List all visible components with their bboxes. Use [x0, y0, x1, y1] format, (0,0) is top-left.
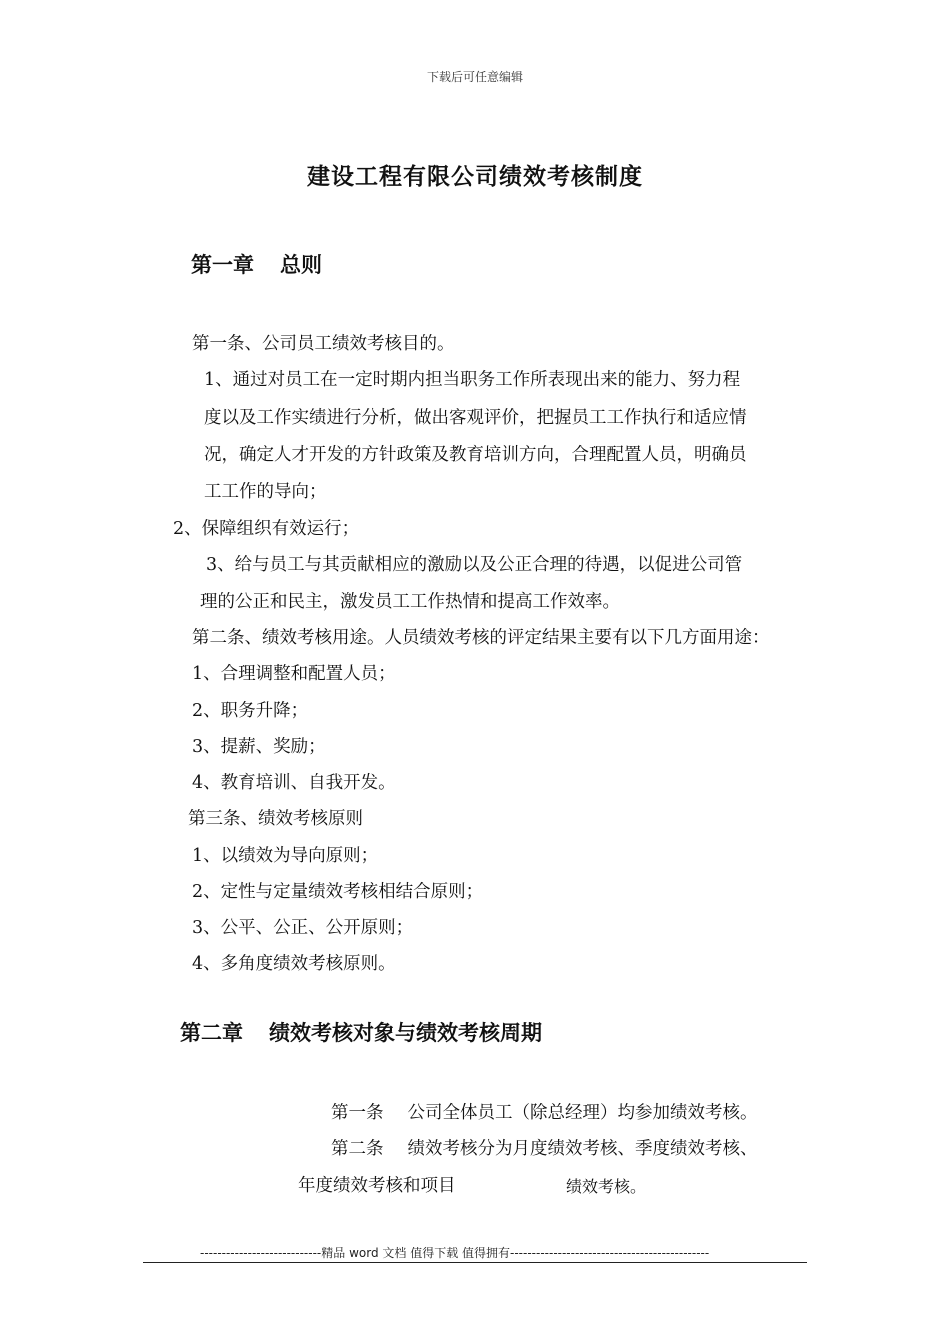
chapter-2-article-2: [331, 1135, 758, 1160]
chapter-1-name: 总则: [280, 252, 322, 277]
chapter-1-heading: [191, 249, 322, 279]
article-1-item-3-cont: 理的公正和民主，激发员工工作热情和提高工作效率。: [200, 592, 620, 612]
chapter-2-article-1: [331, 1099, 758, 1124]
article-1-heading: 第一条、公司员工绩效考核目的。: [192, 334, 455, 354]
footer-right-dashes: ----------------------------------------------: [510, 1246, 710, 1260]
article-2-item-2: 2、职务升降；: [192, 701, 309, 721]
article-1-item-1-cont: 工工作的导向；: [204, 482, 327, 502]
page-header-note: 下载后可任意编辑: [426, 70, 523, 84]
document-title: 建设工程有限公司绩效考核制度: [307, 163, 643, 190]
chapter-2-article-2-cont-a: 年度绩效考核和项目: [298, 1176, 456, 1196]
chapter-2-name: 绩效考核对象与绩效考核周期: [269, 1020, 542, 1045]
article-3-item-4: 4、多角度绩效考核原则。: [192, 954, 396, 974]
article-label: 第二条: [331, 1139, 384, 1159]
article-2-item-1: 1、合理调整和配置人员；: [192, 664, 396, 684]
article-text: 绩效考核分为月度绩效考核、季度绩效考核、: [407, 1139, 758, 1159]
article-3-item-3: 3、公平、公正、公开原则；: [192, 918, 414, 938]
article-1-item-2: 2、保障组织有效运行；: [173, 519, 360, 539]
footer-rule: [143, 1262, 807, 1263]
article-label: 第一条: [331, 1103, 384, 1123]
article-1-item-1: 1、通过对员工在一定时期内担当职务工作所表现出来的能力、努力程: [204, 370, 741, 390]
article-1-item-1-cont: 况，确定人才开发的方针政策及教育培训方向，合理配置人员，明确员: [204, 445, 747, 465]
article-2-heading: 第二条、绩效考核用途。人员绩效考核的评定结果主要有以下几方面用途：: [192, 628, 770, 648]
chapter-2-heading: [180, 1017, 542, 1047]
article-2-item-3: 3、提薪、奖励；: [192, 737, 326, 757]
article-1-item-1-cont: 度以及工作实绩进行分析，做出客观评价，把握员工工作执行和适应情: [204, 408, 747, 428]
chapter-2-article-2-cont-b: 绩效考核。: [566, 1177, 647, 1196]
article-3-item-1: 1、以绩效为导向原则；: [192, 846, 379, 866]
article-1-item-3: 3、给与员工与其贡献相应的激励以及公正合理的待遇，以促进公司管: [206, 555, 743, 575]
article-3-item-2: 2、定性与定量绩效考核相结合原则；: [192, 882, 484, 902]
chapter-2-number: 第二章: [180, 1020, 243, 1045]
page-footer: [200, 1244, 709, 1261]
footer-text: 精品 word 文档 值得下载 值得拥有: [321, 1246, 511, 1260]
article-text: 公司全体员工（除总经理）均参加绩效考核。: [407, 1103, 758, 1123]
chapter-1-number: 第一章: [191, 252, 254, 277]
article-3-heading: 第三条、绩效考核原则: [188, 809, 363, 829]
footer-left-dashes: ----------------------------: [200, 1246, 322, 1260]
article-2-item-4: 4、教育培训、自我开发。: [192, 773, 396, 793]
